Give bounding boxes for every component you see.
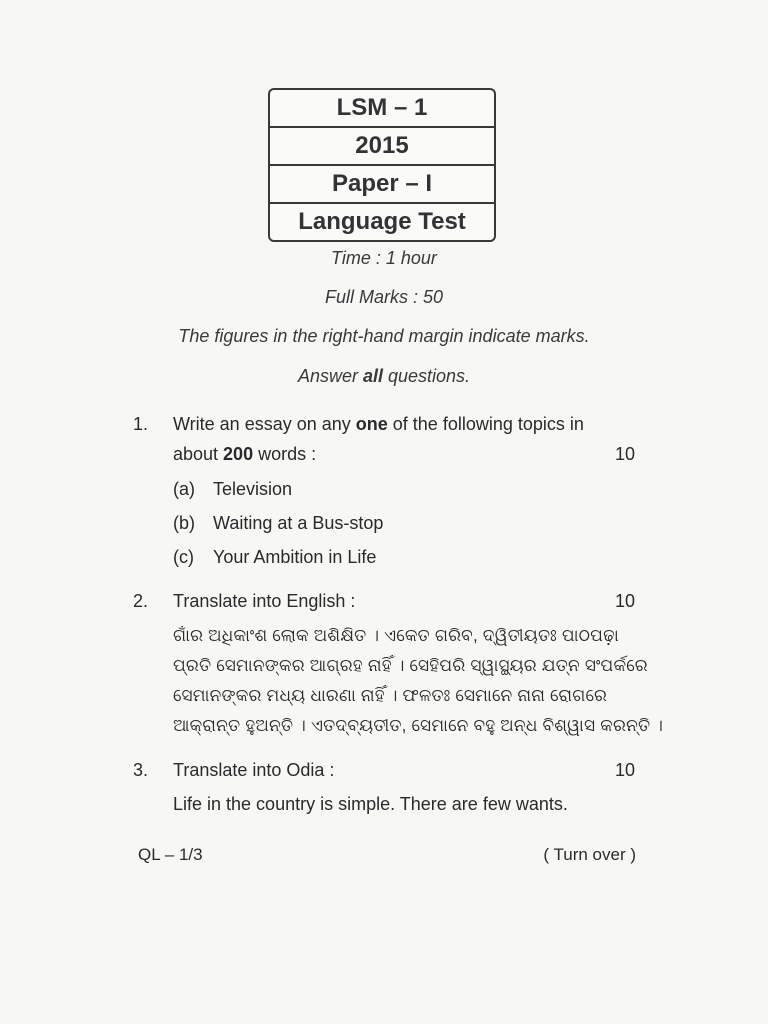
odia-passage-line: ସେମାନଙ୍କର ମଧ୍ୟ ଧାରଣା ନାହିଁ । ଫଳତଃ ସେମାନେ ନାନା ରୋଗରେ [173,686,608,705]
option-text: Your Ambition in Life [213,547,377,567]
question-1-number: 1. [133,414,149,434]
question-3-number: 3. [133,760,149,780]
option-text: Television [213,479,293,499]
question-3-marks: 10 [614,760,635,780]
answer-instruction: Answer all questions. [297,366,471,386]
margin-instruction: The figures in the right-hand margin indicate marks. [178,326,590,346]
title-box [268,88,496,242]
question-1-text-line2: about 200 words : [173,444,317,464]
time-line: Time : 1 hour [331,248,437,268]
option-text: Waiting at a Bus-stop [213,513,384,533]
paper-number: Paper – I [270,166,494,204]
option-label: (a) [173,479,195,499]
question-3-passage: Life in the country is simple. There are few wants. [173,794,568,814]
question-3-text: Translate into Odia : [173,760,335,780]
answer-all-emphasis: all [362,366,383,386]
exam-year: 2015 [270,128,494,166]
question-1-marks: 10 [614,444,635,464]
odia-passage-line: ପ୍ରତି ସେମାନଙ୍କର ଆଗ୍ରହ ନାହିଁ । ସେହିପରି ସ୍ୱାସ୍ଥ୍ୟର ଯତ୍ନ ସଂପର୍କରେ [173,656,648,675]
option-label: (b) [173,513,195,533]
odia-passage-line: ଆକ୍ରାନ୍ତ ହୁଅନ୍ତି । ଏତଦ୍‌ବ୍ୟତୀତ, ସେମାନେ ବହୁ ଅନ୍ଧ ବିଶ୍ୱାସ କରନ୍ତି । [173,716,664,735]
option-label: (c) [173,547,194,567]
subject-name: Language Test [298,208,466,235]
question-1-text-line1: Write an essay on any one of the following topics in [173,414,584,434]
question-2-number: 2. [133,591,149,611]
odia-passage-line: ଗାଁର ଅଧିକାଂଶ ଲୋକ ଅଶିକ୍ଷିତ । ଏକେତ ଗରିବ, ଦ୍ୱିତୀୟତଃ ପାଠପଢ଼ା [173,626,619,645]
question-2-text: Translate into English : [173,591,356,611]
full-marks-line: Full Marks : 50 [324,287,444,307]
exam-code: LSM – 1 [270,90,494,128]
page-code: QL – 1/3 [138,845,203,864]
turn-over-note: ( Turn over ) [543,845,636,864]
question-2-marks: 10 [614,591,635,611]
